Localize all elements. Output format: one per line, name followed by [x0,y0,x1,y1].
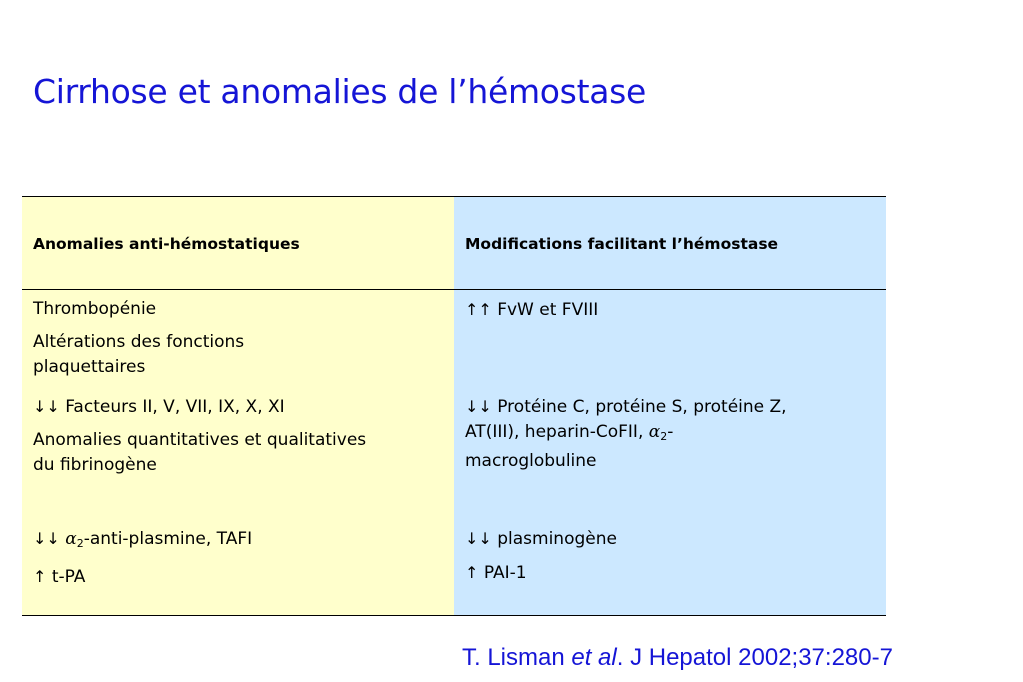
double-down-arrow-icon: ↓↓ [465,529,492,548]
right-cell-fibrinolysis [465,526,617,586]
hemostasis-table [22,196,886,616]
tpa-text: t-PA [51,567,86,587]
alpha-subscript: 2 [660,430,668,443]
proteines-text-2a: AT(III), heparin-CoFII, [465,422,649,442]
fvw-line [465,297,598,323]
left-column-header: Anomalies anti-hémostatiques [33,235,300,253]
proteines-line-1 [465,394,885,420]
alpha-symbol: α [648,422,661,442]
proteines-line-2 [465,420,885,449]
left-cell-fibrinolysis [33,526,252,590]
double-down-arrow-icon: ↓↓ [33,529,60,548]
double-down-arrow-icon: ↓↓ [465,397,492,416]
alterations-text-2: plaquettaires [33,357,146,377]
left-cell-platelets [33,297,244,380]
thrombopenie-text: Thrombopénie [33,299,157,319]
left-cell-factors [33,394,366,478]
alterations-text-1: Altérations des fonctions [33,332,245,352]
up-arrow-icon: ↑ [465,563,479,582]
antiplasmine-text: -anti-plasmine, TAFI [83,529,253,549]
up-arrow-icon: ↑ [33,567,47,586]
anomalies-text-1: Anomalies quantitatives et qualitatives [33,430,367,450]
citation [462,644,893,672]
citation-reference: . J Hepatol 2002;37:280-7 [616,644,893,671]
citation-authors: T. Lisman [462,644,572,671]
facteurs-line [33,394,366,420]
tpa-line [33,564,252,590]
double-up-arrow-icon: ↑↑ [465,300,492,319]
plasminogene-line [465,526,617,552]
right-column-header: Modifications facilitant l’hémostase [465,235,779,253]
proteines-text-3: macroglobuline [465,451,597,471]
double-down-arrow-icon: ↓↓ [33,397,60,416]
alpha-symbol: α [65,529,77,549]
anomalies-text-2: du fibrinogène [33,455,157,475]
plasminogene-text: plasminogène [497,529,617,549]
slide-title: Cirrhose et anomalies de l’hémostase [33,72,647,111]
alpha-subscript: 2 [76,537,84,550]
fvw-text: FvW et FVIII [497,300,599,320]
right-cell-anticoagulants [465,394,885,474]
facteurs-text: Facteurs II, V, VII, IX, X, XI [65,397,285,417]
right-cell-vwf [465,297,598,323]
pai-text: PAI-1 [483,563,527,583]
proteines-text-2b: - [667,422,674,442]
proteines-text-1: Protéine C, protéine S, protéine Z, [497,397,787,417]
antiplasmine-line [33,526,252,556]
citation-etal: et al [571,644,617,671]
header-divider [22,289,886,290]
pai-line [465,560,617,586]
